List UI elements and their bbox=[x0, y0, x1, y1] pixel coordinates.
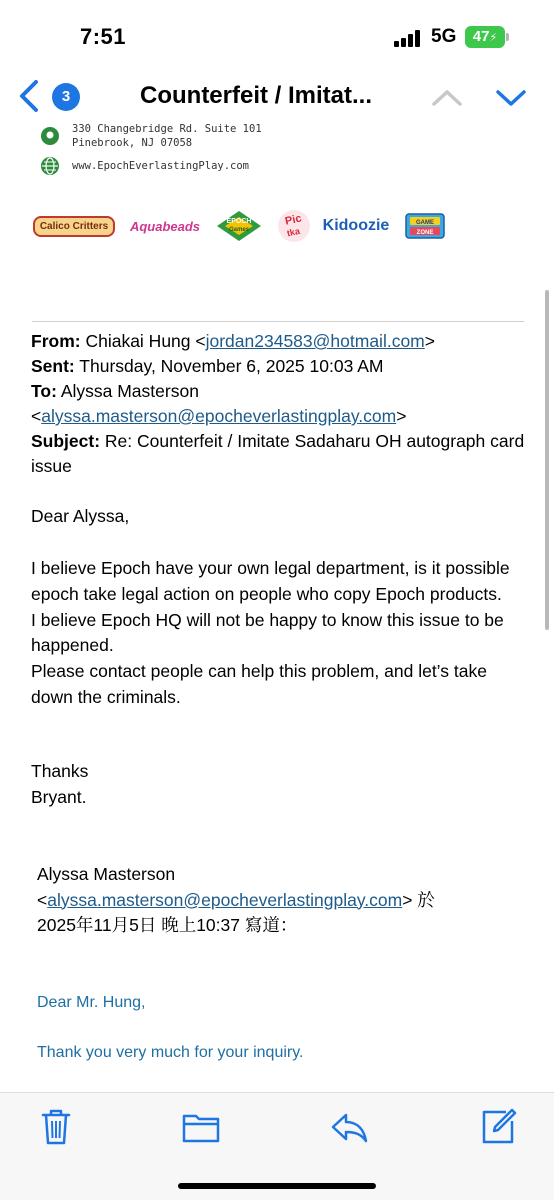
svg-text:EPOCH: EPOCH bbox=[226, 218, 252, 225]
cellular-signal-icon bbox=[394, 29, 424, 47]
folder-icon bbox=[181, 1107, 221, 1147]
from-email-link[interactable]: jordan234583@hotmail.com bbox=[205, 331, 425, 351]
greeting: Dear Alyssa, bbox=[31, 506, 130, 526]
battery-level: 47 bbox=[472, 28, 490, 45]
address-line-2: Pinebrook, NJ 07058 bbox=[72, 137, 193, 149]
body-paragraph: I believe Epoch have your own legal department, is it possible epoch take legal action on people who copy Epoch products. I believe Epoch HQ will not be happy to know this issue to be happened. Please contact people can help this problem, and let’s take down the criminals. bbox=[31, 558, 510, 707]
header-divider bbox=[32, 321, 524, 322]
to-email-line: <alyssa.masterson@epocheverlastingplay.com> bbox=[31, 406, 407, 426]
reply-button[interactable] bbox=[329, 1107, 369, 1147]
network-type: 5G bbox=[431, 26, 457, 47]
location-pin-icon bbox=[40, 126, 60, 146]
sent-line: Sent: Thursday, November 6, 2025 10:03 AM bbox=[31, 356, 384, 376]
status-time: 7:51 bbox=[80, 24, 127, 49]
letterhead-website bbox=[40, 156, 249, 176]
website-url: www.EpochEverlastingPlay.com bbox=[72, 160, 250, 172]
address-line-1: 330 Changebridge Rd. Suite 101 bbox=[72, 123, 262, 135]
kidoozie-logo: Kidoozie bbox=[322, 217, 390, 234]
reply-icon bbox=[329, 1107, 369, 1147]
brand-logos bbox=[34, 208, 454, 244]
pictureka-logo bbox=[274, 208, 314, 244]
svg-text:tka: tka bbox=[285, 225, 301, 239]
status-bar bbox=[0, 0, 554, 72]
home-indicator[interactable] bbox=[178, 1183, 376, 1189]
compose-button[interactable] bbox=[478, 1107, 518, 1147]
delete-button[interactable] bbox=[36, 1107, 76, 1147]
aquabeads-logo: Aquabeads bbox=[129, 218, 201, 234]
letterhead-address bbox=[40, 122, 262, 150]
unread-count-badge: 3 bbox=[52, 83, 80, 111]
forwarded-email-header bbox=[31, 329, 531, 479]
svg-text:Pic: Pic bbox=[284, 212, 303, 228]
previous-message-button[interactable] bbox=[430, 82, 464, 112]
message-content[interactable] bbox=[0, 122, 554, 1092]
globe-icon bbox=[40, 156, 60, 176]
navigation-bar bbox=[0, 72, 554, 122]
back-button[interactable] bbox=[14, 78, 44, 114]
epoch-games-logo bbox=[214, 208, 264, 244]
battery-icon: 47⚡ bbox=[465, 26, 505, 48]
svg-text:GAME: GAME bbox=[416, 220, 434, 226]
svg-text:Games: Games bbox=[228, 227, 250, 233]
closing: Thanks Bryant. bbox=[31, 761, 89, 807]
to-email-link[interactable]: alyssa.masterson@epocheverlastingplay.com bbox=[41, 406, 397, 426]
quoted-greeting: Dear Mr. Hung, bbox=[37, 994, 146, 1011]
quoted-line: Thank you very much for your inquiry. bbox=[37, 1044, 304, 1061]
reply-email-link[interactable]: alyssa.masterson@epocheverlastingplay.com bbox=[47, 889, 403, 910]
scroll-indicator[interactable] bbox=[545, 290, 549, 630]
chevron-left-icon bbox=[14, 78, 44, 114]
svg-text:ZONE: ZONE bbox=[416, 230, 434, 236]
next-message-button[interactable] bbox=[494, 82, 528, 112]
calico-critters-logo: Calico Critters bbox=[34, 208, 114, 244]
subject-line: Subject: Re: Counterfeit / Imitate Sadaharu OH autograph card issue bbox=[31, 431, 525, 476]
trash-icon bbox=[36, 1107, 76, 1147]
move-to-folder-button[interactable] bbox=[181, 1107, 221, 1147]
chevron-up-icon bbox=[430, 82, 464, 112]
reply-attribution: Alyssa Masterson <alyssa.masterson@epocheverlastingplay.com> 於 2025年11月5日 晚上10:37 寫道： bbox=[37, 864, 435, 935]
compose-icon bbox=[478, 1107, 518, 1147]
game-zone-logo bbox=[404, 208, 446, 244]
page-title: Counterfeit / Imitat... bbox=[140, 82, 373, 109]
to-line: To: Alyssa Masterson bbox=[31, 381, 199, 401]
from-line: From: Chiakai Hung <jordan234583@hotmail.com> bbox=[31, 331, 435, 351]
chevron-down-icon bbox=[494, 82, 528, 112]
